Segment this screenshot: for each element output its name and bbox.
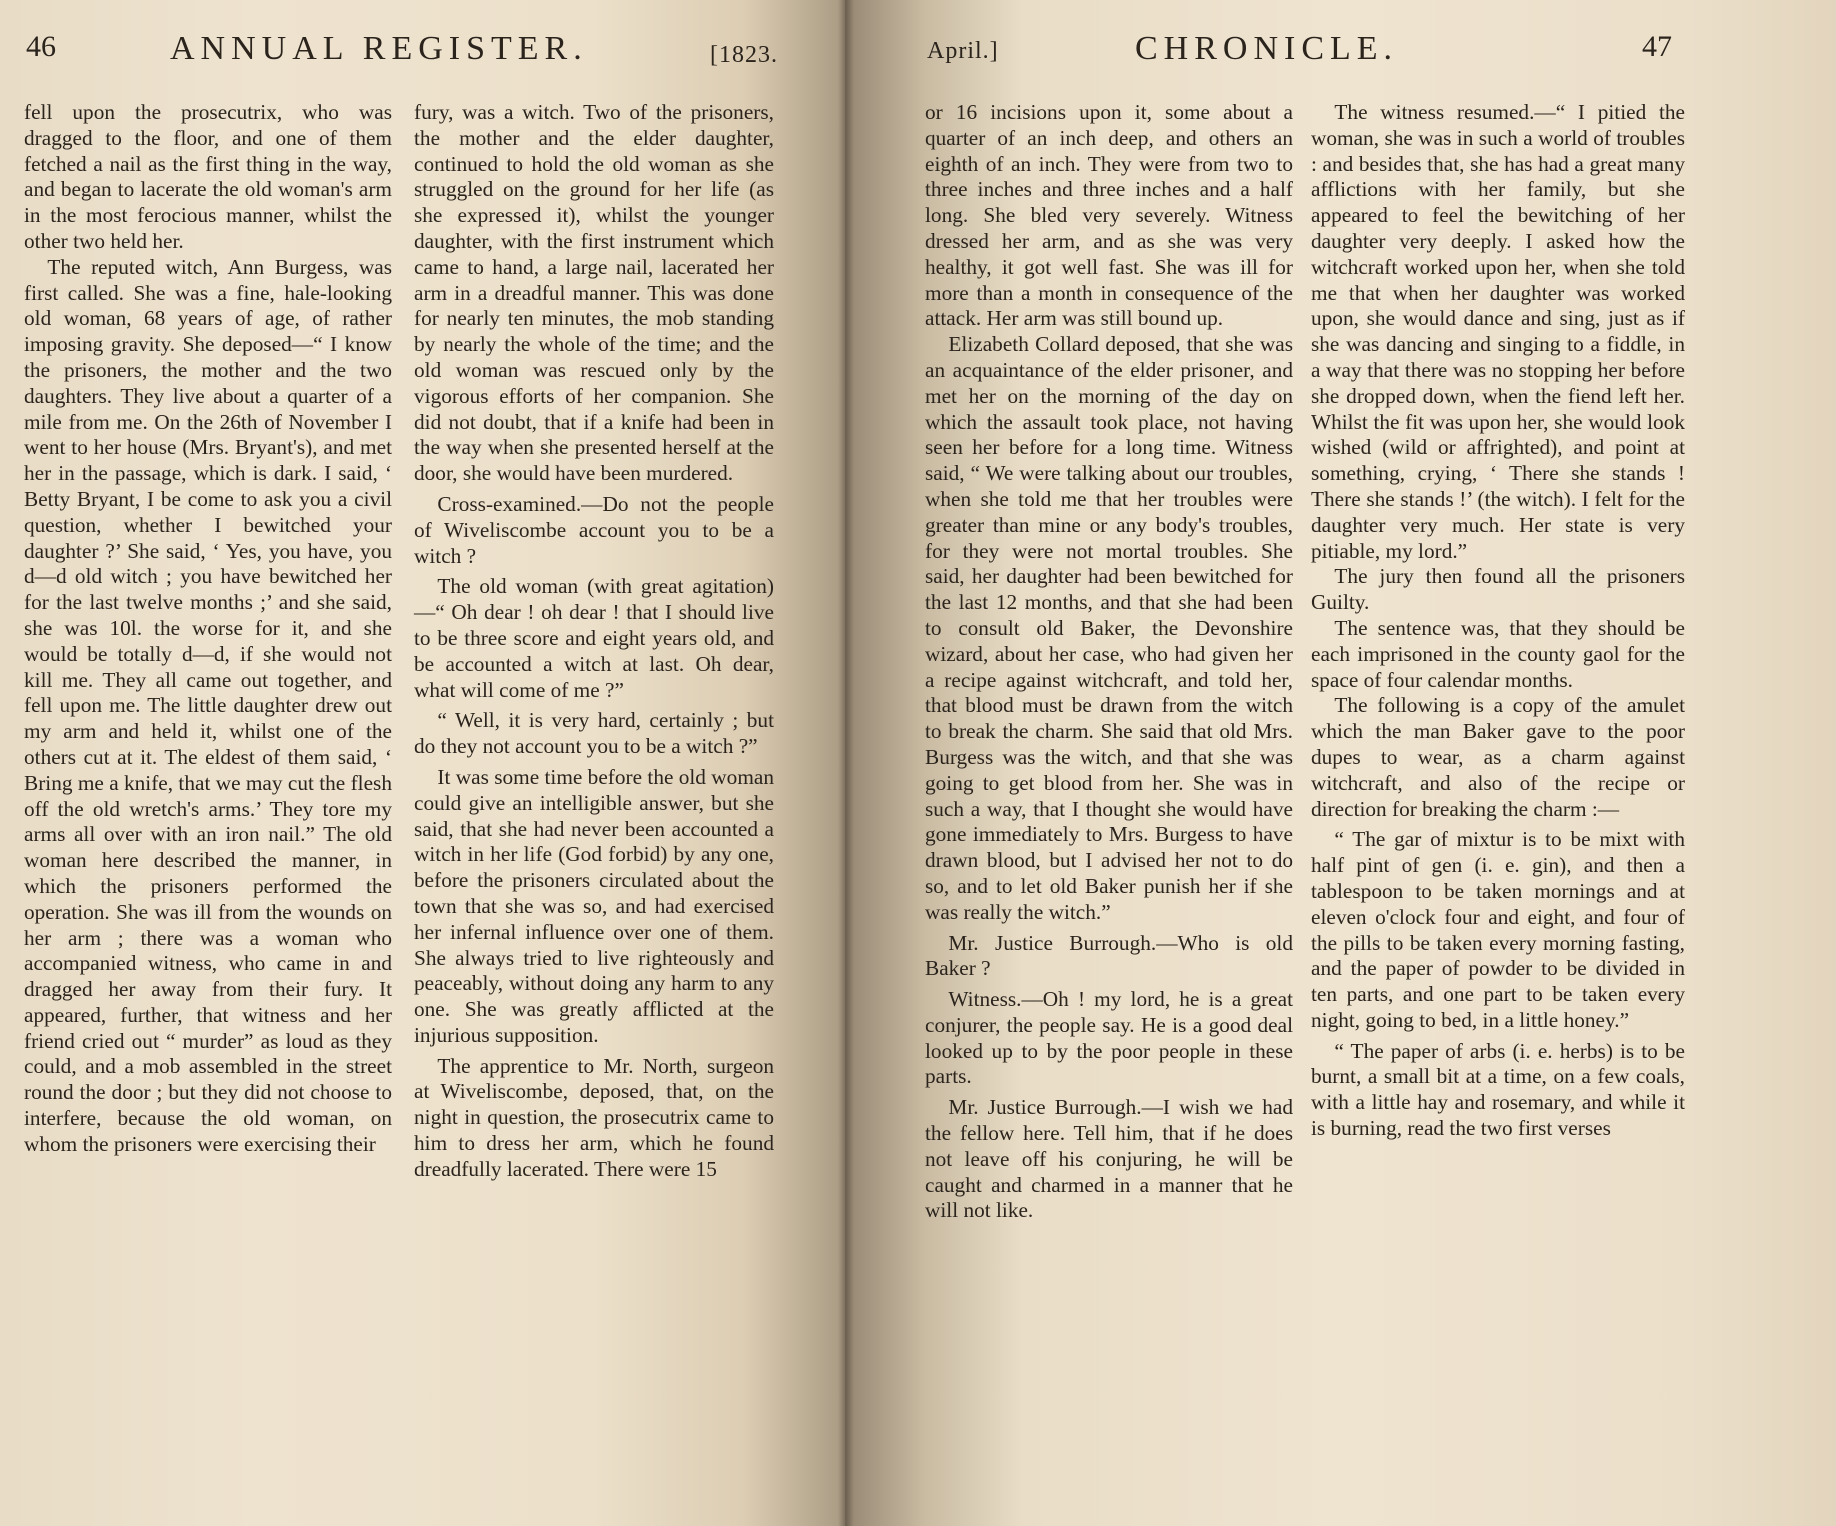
paragraph: The following is a copy of the amulet which the man Baker gave to the poor dupes to wear, as a charm against witchcraft, and also of the recipe or direction for breaking the charm :— <box>1311 693 1685 821</box>
paragraph: Mr. Justice Burrough.—I wish we had the fellow here. Tell him, that if he does not leave off his conjuring, he will be caught and charmed in a manner that he will not like. <box>925 1095 1293 1223</box>
paragraph: The sentence was, that they should be each imprisoned in the county gaol for the space of four calendar months. <box>1311 615 1685 692</box>
left-page <box>0 0 845 1526</box>
page-number: 46 <box>26 30 56 63</box>
paragraph: Elizabeth Collard deposed, that she was an acquaintance of the elder prisoner, and met her on the morning of the day on which the assault took place, not having seen her before for a long time. Witness said, “ We were talking about our troubles, when she told me that her troubles were greater than mine or any body's troubles, for they were not mortal troubles. She said, her daughter had been bewitched for the last 12 months, and that she had been to consult old Baker, the Devonshire wizard, about her case, who had given her a recipe against witchcraft, and told her, that blood must be drawn from the witch to break the charm. She said that old Mrs. Burgess was the witch, and that she was going to get blood from her. She was in such a way, that I thought she would have gone immediately to Mrs. Burgess to have drawn blood, but I advised her not to do so, and to let old Baker punish her if she was really the witch.” <box>925 332 1293 924</box>
book-gutter <box>838 0 854 1526</box>
paragraph: It was some time before the old woman could give an intelligible answer, but she said, that she had never been accounted a witch in her life (God forbid) by any one, before the prisoners circulated about the town that she was so, and had exercised her infernal influence over one of them. She always tried to live righteously and peaceably, without doing any harm to any one. She was greatly afflicted at the injurious supposition. <box>414 764 774 1047</box>
paragraph: Cross-examined.—Do not the people of Wiveliscombe account you to be a witch ? <box>414 491 774 568</box>
page-number: 47 <box>1642 30 1672 63</box>
right-page <box>845 0 1836 1526</box>
text-column-right-2 <box>1311 100 1685 1142</box>
paragraph: The reputed witch, Ann Burgess, was first called. She was a fine, hale-looking old woman, 68 years of age, of rather imposing gravity. She deposed—“ I know the prisoners, the mother and the two daughters. They live about a quarter of a mile from me. On the 26th of November I went to her house (Mrs. Bryant's), and met her in the passage, which is dark. I said, ‘ Betty Bryant, I be come to ask you a civil question, whether I bewitched your daughter ?’ She said, ‘ Yes, you have, you d—d old witch ; you have bewitched her for the last twelve months ;’ and she said, she was 10l. the worse for it, and she would be totally d—d, if she would not kill me. They all came out together, and fell upon me. The little daughter drew out my arm and held it, whilst one of the others cut at it. The eldest of them said, ‘ Bring me a knife, that we may cut the flesh off the old wretch's arms.’ They tore my arms all over with an iron nail.” The old woman here described the manner, in which the prisoners performed the operation. She was ill from the wounds on her arm ; there was a woman who accompanied witness, who came in and dragged her away from their fury. It appeared, further, that witness and her friend cried out “ murder” as loud as they could, and a mob assembled in the street round the door ; but they did not choose to interfere, because the old woman, on whom the prisoners were exercising their <box>24 254 392 1156</box>
running-head: CHRONICLE. <box>1135 30 1399 67</box>
paragraph: The old woman (with great agitation)—“ Oh dear ! oh dear ! that I should live to be three score and eight years old, and be accounted a witch at last. Oh dear, what will come of me ?” <box>414 574 774 702</box>
year-tag: [1823. <box>710 42 778 68</box>
paragraph: fell upon the prosecutrix, who was dragged to the floor, and one of them fetched a nail as the first thing in the way, and began to lacerate the old woman's arm in the most ferocious manner, whilst the other two held her. <box>24 100 392 253</box>
paragraph: “ The paper of arbs (i. e. herbs) is to be burnt, a small bit at a time, on a few coals, with a little hay and rosemary, and while it is burning, read the two first verses <box>1311 1038 1685 1141</box>
paragraph: fury, was a witch. Two of the prisoners, the mother and the elder daughter, continued to hold the old woman as she struggled on the ground for her life (as she expressed it), whilst the younger daughter, with the first instrument which came to hand, a large nail, lacerated her arm in a dreadful manner. This was done for nearly ten minutes, the mob standing by nearly the whole of the time; and the old woman was rescued only by the vigorous efforts of her companion. She did not doubt, that if a knife had been in the way when she presented herself at the door, she would have been murdered. <box>414 100 774 486</box>
text-column-right-1 <box>925 100 1293 1224</box>
paragraph: Witness.—Oh ! my lord, he is a great conjurer, the people say. He is a good deal looked up to by the poor people in these parts. <box>925 987 1293 1089</box>
paragraph: The witness resumed.—“ I pitied the woman, she was in such a world of troubles : and besides that, she has had a great many afflictions with her family, but she appeared to feel the bewitching of her daughter very deeply. I asked how the witchcraft worked upon her, when she told me that when her daughter was worked upon, she would dance and sing, just as if she was dancing and singing to a fiddle, in a way that there was no stopping her before she dropped down, when the fiend left her. Whilst the fit was upon her, she would look wished (wild or affrighted), and point at something, crying, ‘ There she stands ! There she stands !’ (the witch). I felt for the daughter very much. Her state is very pitiable, my lord.” <box>1311 100 1685 563</box>
text-column-left-1 <box>24 100 392 1158</box>
running-head: ANNUAL REGISTER. <box>170 30 588 67</box>
paragraph: Mr. Justice Burrough.—Who is old Baker ? <box>925 930 1293 981</box>
paragraph: The apprentice to Mr. North, surgeon at Wiveliscombe, deposed, that, on the night in question, the prosecutrix came to him to dress her arm, which he found dreadfully lacerated. There were 15 <box>414 1053 774 1181</box>
paragraph: “ The gar of mixtur is to be mixt with half pint of gen (i. e. gin), and then a tablespoon to be taken mornings and at eleven o'clock four and eight, and four of the pills to be taken every morning fasting, and the paper of powder to be divided in ten parts, and one part to be taken every night, going to bed, in a little honey.” <box>1311 827 1685 1032</box>
paragraph: “ Well, it is very hard, certainly ; but do they not account you to be a witch ?” <box>414 708 774 759</box>
month-tag: April.] <box>927 38 999 64</box>
paragraph: The jury then found all the prisoners Guilty. <box>1311 564 1685 615</box>
paragraph: or 16 incisions upon it, some about a quarter of an inch deep, and others an eighth of an inch. They were from two to three inches and three inches and a half long. She bled very severely. Witness dressed her arm, and as she was very healthy, it got well fast. She was ill for more than a month in consequence of the attack. Her arm was still bound up. <box>925 100 1293 331</box>
text-column-left-2 <box>414 100 774 1183</box>
